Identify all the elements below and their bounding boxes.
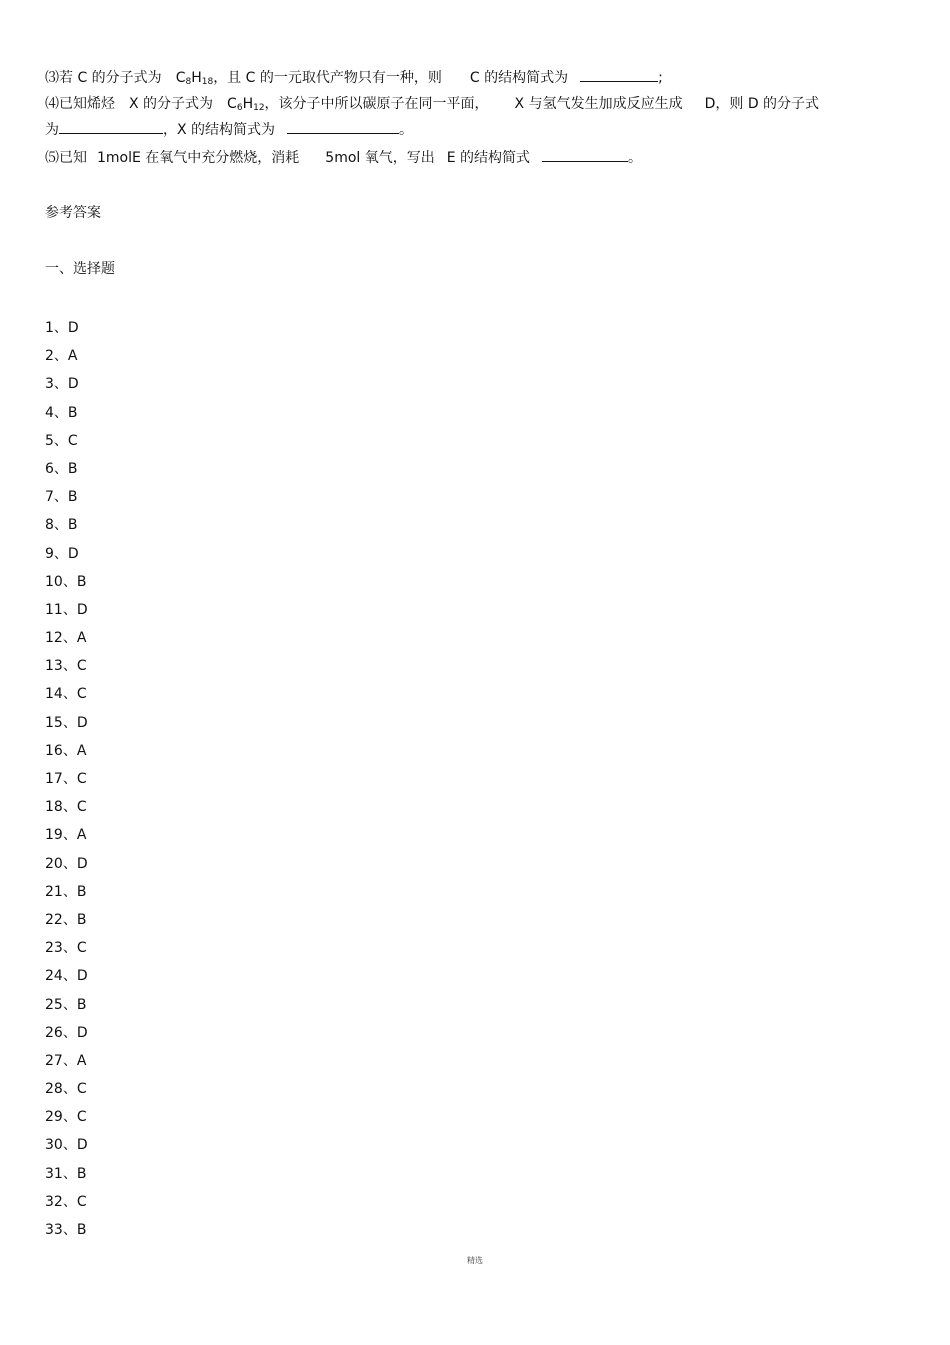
answer-item: 30、D <box>45 1137 88 1154</box>
q3-text-1: ⑶若 C 的分子式为 <box>45 70 162 86</box>
q4-line2-start: 为 <box>45 122 59 138</box>
answer-item: 24、D <box>45 968 88 985</box>
answer-item: 19、A <box>45 827 87 844</box>
answer-item: 4、B <box>45 404 78 421</box>
q4-text-5: D，则 D 的分子式 <box>704 96 820 112</box>
answer-item: 31、B <box>45 1165 87 1182</box>
q4-formula-c: C <box>227 96 237 112</box>
q5-text-1: ⑸已知 <box>45 150 87 166</box>
answer-item: 16、A <box>45 742 87 759</box>
q3-formula <box>176 70 214 86</box>
q5-text-3: 5mol 氧气，写出 <box>325 150 435 166</box>
q4-text-3: ，该分子中所以碳原子在同一平面， <box>264 96 489 112</box>
q3-formula-h: H <box>191 70 202 86</box>
q3-formula-sub2: 18 <box>201 77 214 87</box>
answer-item: 23、C <box>45 940 87 957</box>
answer-item: 26、D <box>45 1024 88 1041</box>
answer-item: 33、B <box>45 1222 87 1238</box>
q4-structure-blank[interactable] <box>287 119 399 134</box>
q3-end: ; <box>658 70 663 86</box>
q3-answer-blank[interactable] <box>580 67 658 82</box>
answer-item: 15、D <box>45 714 88 731</box>
answer-item: 1、D <box>45 320 79 336</box>
q5-text-4: E 的结构简式 <box>446 150 531 166</box>
question-3 <box>45 67 663 92</box>
q4-formula-h: H <box>242 96 254 112</box>
q4-text-4: X 与氢气发生加成反应生成 <box>514 96 683 112</box>
subsection-title: 一、选择题 <box>45 261 115 277</box>
q4-line2-mid: ，X 的结构简式为 <box>163 122 276 138</box>
q4-text-2: X 的分子式为 <box>129 96 214 112</box>
answer-list <box>45 318 88 1248</box>
q3-formula-sub1: 8 <box>185 77 192 87</box>
answer-item: 7、B <box>45 489 78 506</box>
answer-item: 9、D <box>45 545 79 562</box>
answer-item: 3、D <box>45 376 79 393</box>
answer-item: 2、A <box>45 348 78 365</box>
answer-item: 5、C <box>45 432 78 449</box>
q3-text-3: C 的结构简式为 <box>469 70 569 86</box>
q4-formula <box>227 96 265 112</box>
q4-formula-sub2: 12 <box>253 103 265 113</box>
q5-answer-blank[interactable] <box>542 147 628 162</box>
answer-item: 17、C <box>45 771 87 787</box>
answer-item: 29、C <box>45 1109 87 1126</box>
q3-formula-c: C <box>175 70 186 86</box>
section-title: 参考答案 <box>45 205 101 221</box>
answer-item: 22、B <box>45 911 87 928</box>
q4-text-1: ⑷已知烯烃 <box>45 96 115 112</box>
answer-item: 32、C <box>45 1193 87 1210</box>
q4-line2-end: 。 <box>399 122 414 138</box>
answer-item: 12、A <box>45 630 87 647</box>
answer-item: 25、B <box>45 996 87 1013</box>
question-4-line-1 <box>45 94 819 118</box>
q5-text-2: 1molE 在氧气中充分燃烧，消耗 <box>97 150 300 166</box>
answer-item: 21、B <box>45 883 87 900</box>
answer-item: 6、B <box>45 460 78 477</box>
q3-text-2: ，且 C 的一元取代产物只有一种，则 <box>213 70 442 86</box>
answer-item: 28、C <box>45 1081 87 1098</box>
question-4-line-2 <box>45 119 413 140</box>
answer-item: 10、B <box>45 573 87 590</box>
q4-formula-sub1: 6 <box>236 103 243 113</box>
q4-formula-blank[interactable] <box>59 119 163 134</box>
answer-item: 8、B <box>45 517 78 534</box>
answer-item: 20、D <box>45 855 88 872</box>
question-5 <box>45 147 642 168</box>
answer-item: 14、C <box>45 686 87 703</box>
page-footer: 精选 <box>467 1256 483 1265</box>
answer-item: 27、A <box>45 1052 87 1069</box>
q5-end: 。 <box>628 150 643 166</box>
answer-item: 13、C <box>45 658 87 675</box>
answer-item: 11、D <box>45 601 88 618</box>
answer-item: 18、C <box>45 799 87 816</box>
